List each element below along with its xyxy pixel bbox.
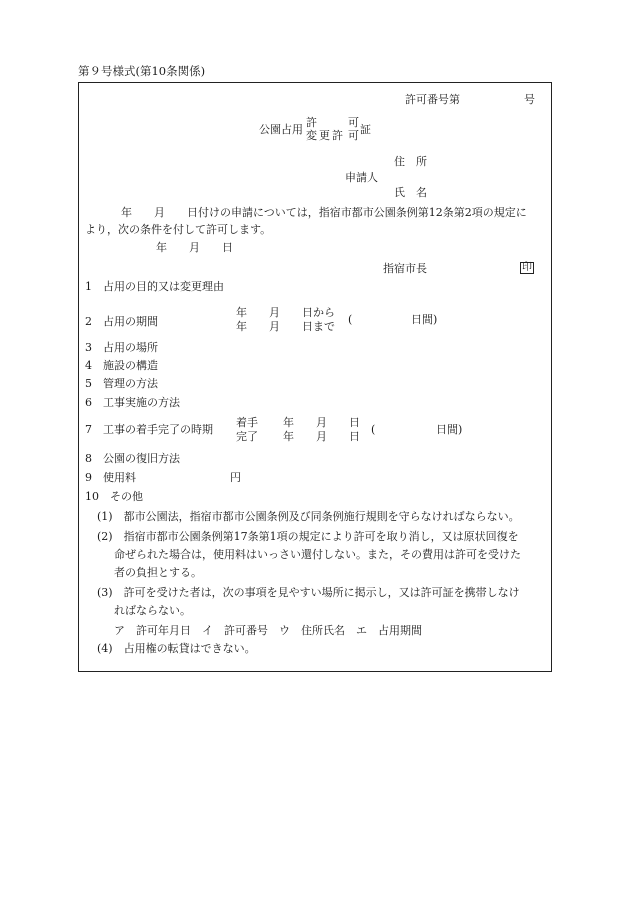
item-8: 8 公園の復旧方法 [85, 452, 180, 465]
work-start-date: 年 月 日 [283, 416, 360, 429]
condition-3-line-2: ればならない。 [114, 604, 191, 617]
work-end-label: 完了 [236, 430, 258, 443]
condition-4: (4) 占用権の転貸はできない。 [97, 642, 256, 655]
item-9: 9 使用料 [85, 471, 136, 484]
work-start-label: 着手 [236, 416, 258, 429]
title-upper-right: 可 [348, 116, 359, 129]
item-5: 5 管理の方法 [85, 377, 158, 390]
period-from: 年 月 日から [236, 306, 335, 319]
applicant-label: 申請人 [345, 171, 378, 184]
work-end-date: 年 月 日 [283, 430, 360, 443]
title-lower-left: 変更許 [306, 129, 345, 142]
item-1: 1 占用の目的又は変更理由 [85, 280, 224, 293]
item-2: 2 占用の期間 [85, 315, 158, 328]
body-line-1: 年 月 日付けの申請については，指宿市都市公園条例第12条第2項の規定に [121, 206, 527, 219]
period-to: 年 月 日まで [236, 320, 335, 333]
permit-number-suffix: 号 [524, 93, 535, 106]
permit-number-label: 許可番号第 [405, 93, 460, 106]
item-10: 10 その他 [85, 490, 143, 503]
title-suffix: 証 [360, 123, 371, 136]
work-open-paren: ( [371, 423, 376, 436]
condition-1: (1) 都市公園法，指宿市都市公園条例及び同条例施行規則を守らなければならない。 [97, 510, 520, 523]
issuer-title: 指宿市長 [383, 262, 427, 275]
condition-3-line-1: (3) 許可を受けた者は，次の事項を見やすい場所に掲示し，又は許可証を携帯しなけ [97, 586, 520, 599]
title-upper-left: 許 [306, 116, 317, 129]
applicant-name-label: 氏 名 [394, 186, 427, 199]
condition-2-line-2: 命ぜられた場合は，使用料はいっさい還付しない。また，その費用は許可を受けた [114, 548, 521, 561]
condition-2-line-1: (2) 指宿市都市公園条例第17条第1項の規定により許可を取り消し，又は原状回復を [97, 530, 519, 543]
issue-date: 年 月 日 [156, 241, 233, 254]
period-days: 日間) [411, 313, 438, 326]
form-number: 第９号様式(第10条関係) [78, 64, 206, 78]
body-line-2: より，次の条件を付して許可します。 [85, 223, 272, 236]
seal-mark: 印 [522, 262, 532, 273]
condition-2-line-3: 者の負担とする。 [114, 566, 202, 579]
period-open-paren: ( [348, 313, 353, 326]
title-lower-right: 可 [348, 129, 359, 142]
title-prefix: 公園占用 [259, 123, 303, 136]
applicant-address-label: 住 所 [394, 155, 427, 168]
item-3: 3 占用の場所 [85, 341, 158, 354]
item-6: 6 工事実施の方法 [85, 396, 180, 409]
fee-unit: 円 [230, 471, 241, 484]
work-days: 日間) [436, 423, 463, 436]
item-4: 4 施設の構造 [85, 359, 158, 372]
item-7: 7 工事の着手完了の時期 [85, 423, 213, 436]
condition-3-line-3: ア 許可年月日 イ 許可番号 ウ 住所氏名 エ 占用期間 [114, 624, 422, 637]
